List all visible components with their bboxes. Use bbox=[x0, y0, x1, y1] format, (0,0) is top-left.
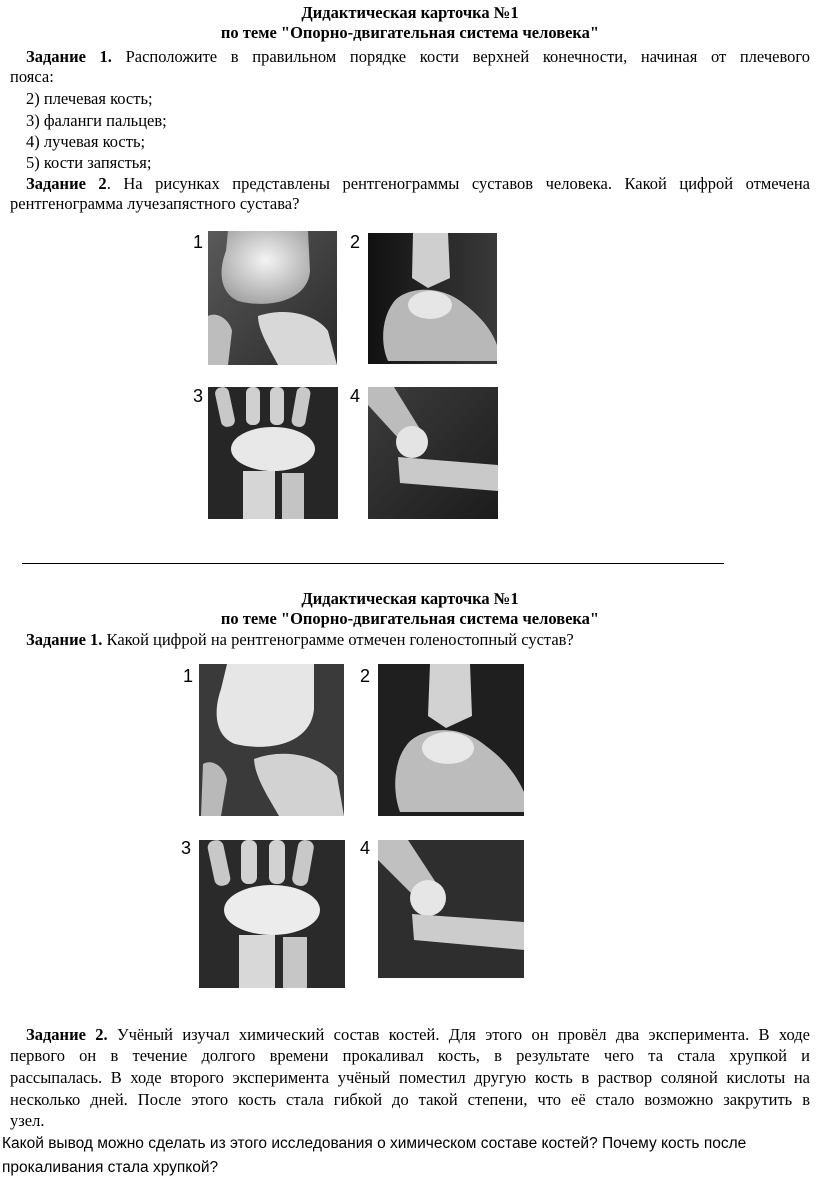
card2-task1-text: Какой цифрой на рентгенограмме отмечен голеностопный сустав? bbox=[102, 630, 574, 649]
card1-task2-line1 bbox=[10, 173, 810, 194]
card1-task1-text: Расположите в правильном порядке кости верхней конечности, начиная от плечевого bbox=[111, 47, 810, 66]
card1-option: 4) лучевая кость; bbox=[26, 132, 146, 151]
card1-task1-label: Задание 1. bbox=[26, 47, 112, 66]
card1-task1-line1 bbox=[10, 46, 810, 67]
figure-number: 1 bbox=[193, 232, 204, 252]
card1-task2-text: . На рисунках представлены рентгенограммы суставов человека. Какой цифрой отмечена bbox=[106, 174, 810, 193]
card1-option: 5) кости запястья; bbox=[26, 153, 152, 172]
xray-image-4 bbox=[368, 387, 498, 519]
card1-task2-label: Задание 2 bbox=[26, 174, 107, 193]
xray-image-1 bbox=[208, 231, 337, 365]
figure-number: 3 bbox=[181, 838, 192, 858]
card2-task2-text: Учёный изучал химический состав костей. Для этого он провёл два эксперимента. В ходе bbox=[107, 1025, 810, 1044]
figure-number: 2 bbox=[360, 666, 371, 686]
card2-task2-line: первого он в течение долгого времени прокаливал кость, в результате чего та стала хрупкой и bbox=[10, 1046, 810, 1065]
card2-task1-label: Задание 1. bbox=[26, 630, 103, 649]
xray-image-3 bbox=[199, 840, 345, 988]
figure-number: 2 bbox=[350, 232, 361, 252]
card1-task2-line2: рентгенограмма лучезапястного сустава? bbox=[10, 194, 300, 213]
card2-task2-line: рассыпалась. В ходе второго эксперимента учёный поместил другую кость в раствор соляной кислоты на bbox=[10, 1068, 810, 1087]
figure-number: 1 bbox=[183, 666, 194, 686]
card1-title: Дидактическая карточка №1 bbox=[301, 3, 519, 22]
card2-task2-label: Задание 2. bbox=[26, 1025, 108, 1044]
xray-image-4 bbox=[378, 840, 524, 978]
card1-subtitle: по теме "Опорно-двигательная система человека" bbox=[220, 23, 600, 42]
card2-task2-line: несколько дней. После этого кость стала гибкой до такой степени, что её стало возможно закрутить в bbox=[10, 1090, 810, 1109]
card2-task2-line: узел. bbox=[10, 1111, 45, 1130]
card2-title: Дидактическая карточка №1 bbox=[301, 589, 519, 608]
xray-image-2 bbox=[378, 664, 524, 816]
figure-number: 4 bbox=[360, 838, 371, 858]
card2-task1 bbox=[10, 629, 810, 650]
figure-number: 3 bbox=[193, 386, 204, 406]
xray-image-1 bbox=[199, 664, 344, 816]
card-separator bbox=[22, 563, 724, 564]
card2-task2-line1 bbox=[10, 1024, 810, 1045]
xray-image-3 bbox=[208, 387, 338, 519]
card2-question-line2: прокаливания стала хрупкой? bbox=[2, 1159, 219, 1176]
xray-image-2 bbox=[368, 233, 497, 364]
card1-task1-line2: пояса: bbox=[10, 67, 54, 86]
card2-question-line1: Какой вывод можно сделать из этого исследования о химическом составе костей? Почему кость после bbox=[2, 1135, 747, 1152]
card1-option: 3) фаланги пальцев; bbox=[26, 111, 167, 130]
card1-option: 2) плечевая кость; bbox=[26, 89, 153, 108]
figure-number: 4 bbox=[350, 386, 361, 406]
card2-subtitle: по теме "Опорно-двигательная система человека" bbox=[220, 609, 600, 628]
